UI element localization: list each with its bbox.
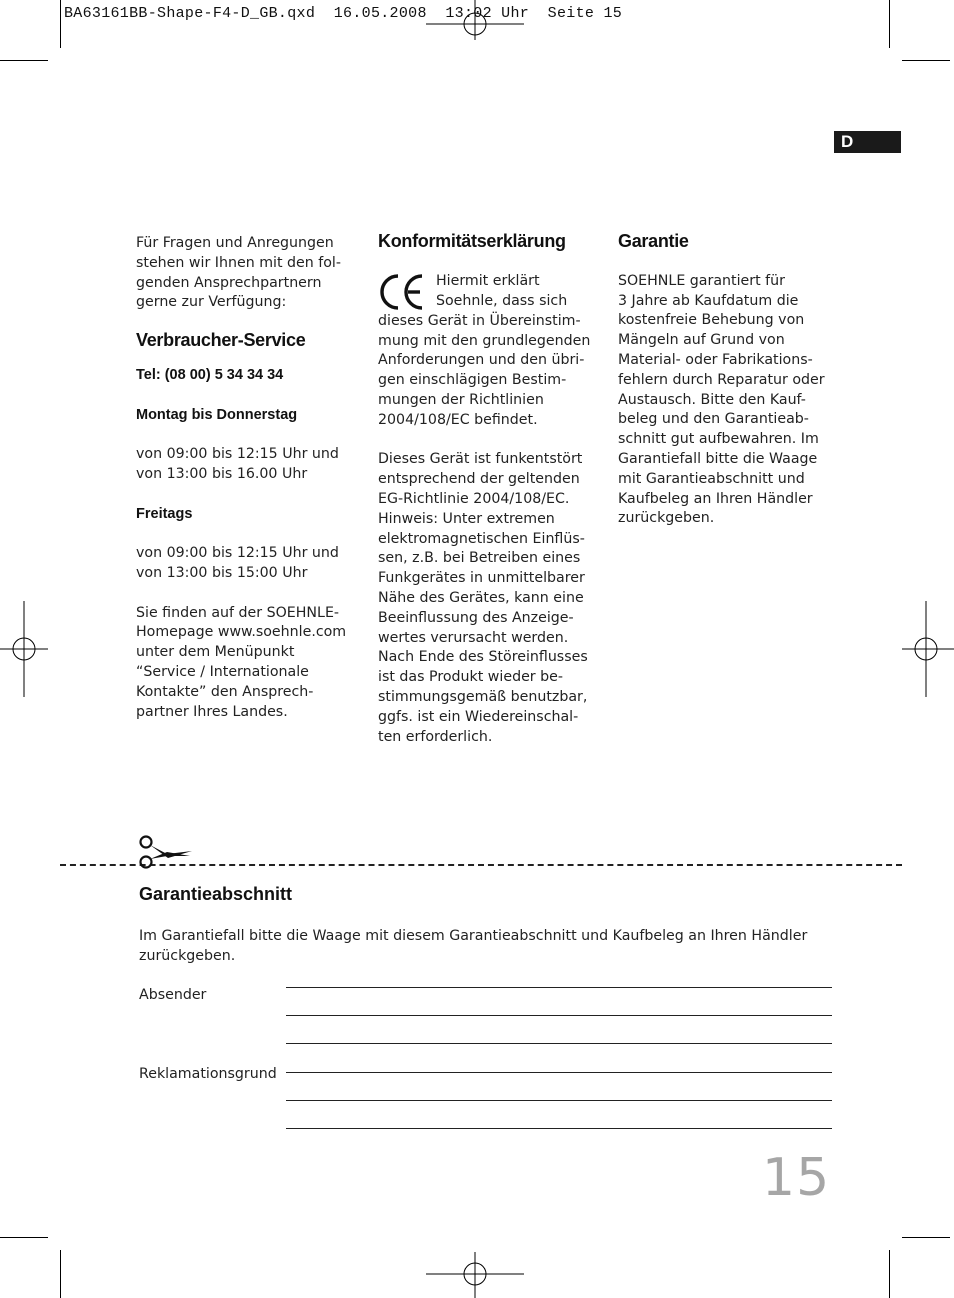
coupon-text-line: zurückgeben.: [139, 947, 236, 964]
emc-line: sen, z.B. bei Betreiben eines: [378, 550, 581, 567]
emc-line: Nähe des Gerätes, kann eine: [378, 589, 584, 606]
reason-line[interactable]: [286, 1072, 832, 1073]
crop-mark: [902, 60, 950, 61]
coupon-text-line: Im Garantiefall bitte die Waage mit diesem Garantieabschnitt und Kaufbeleg an Ihren Händler: [139, 928, 808, 944]
intro-line: genden Ansprechpartnern: [136, 274, 322, 291]
declaration-line: mungen der Richtlinien: [378, 391, 544, 408]
coupon-title: Garantieabschnitt: [139, 884, 293, 904]
web-line: Homepage www.soehnle.com: [136, 624, 347, 641]
warranty-line: schnitt gut aufbewahren. Im: [618, 431, 819, 448]
emc-line: Hinweis: Unter extremen: [378, 510, 555, 527]
declaration-line: Anforderungen und den übri-: [378, 352, 585, 369]
declaration-line: dieses Gerät in Übereinstim-: [378, 312, 581, 329]
registration-mark-icon: [0, 601, 48, 697]
web-line: Sie finden auf der SOEHNLE-: [136, 604, 340, 621]
warranty-line: 3 Jahre ab Kaufdatum die: [618, 292, 799, 309]
warranty-column: [618, 232, 843, 529]
crop-mark: [0, 60, 48, 61]
crop-mark: [889, 1250, 890, 1298]
warranty-line: beleg und den Garantieab-: [618, 411, 809, 428]
warranty-line: SOEHNLE garantiert für: [618, 272, 785, 289]
web-line: partner Ihres Landes.: [136, 703, 288, 720]
emc-line: ist das Produkt wieder be-: [378, 669, 564, 686]
complaint-reason-label: Reklamationsgrund: [139, 1066, 277, 1082]
registration-mark-icon: [426, 1252, 524, 1298]
web-line: Kontakte” den Ansprech-: [136, 683, 314, 700]
crop-mark: [889, 0, 890, 48]
crop-mark: [0, 1237, 48, 1238]
emc-line: entsprechend der geltenden: [378, 471, 580, 488]
intro-line: gerne zur Verfügung:: [136, 294, 287, 311]
language-tab: D: [834, 131, 901, 153]
crop-mark: [60, 0, 61, 48]
emc-line: EG-Richtlinie 2004/108/EC.: [378, 490, 570, 507]
phone-number: Tel: (08 00) 5 34 34 34: [136, 366, 284, 383]
hours-line: von 13:00 bis 16.00 Uhr: [136, 465, 308, 482]
print-slug: BA63161BB-Shape-F4-D_GB.qxd 16.05.2008 13:02 Uhr Seite 15: [64, 5, 623, 22]
crop-mark: [60, 1250, 61, 1298]
emc-line: ggfs. ist ein Wiedereinschal-: [378, 708, 579, 725]
warranty-line: Kaufbeleg an Ihren Händler: [618, 490, 813, 507]
ce-mark-icon: [378, 272, 430, 312]
declaration-line: mung mit den grundlegenden: [378, 332, 591, 349]
weekday-label: Montag bis Donnerstag: [136, 406, 298, 423]
hours-line: von 09:00 bis 12:15 Uhr und: [136, 545, 339, 562]
emc-line: Funkgerätes in unmittelbarer: [378, 570, 585, 587]
conformity-heading: Konformitätserklärung: [378, 231, 566, 251]
warranty-line: Garantiefall bitte die Waage: [618, 450, 818, 467]
emc-line: Beeinflussung des Anzeige-: [378, 609, 574, 626]
crop-mark: [902, 1237, 950, 1238]
scissors-icon: [137, 834, 195, 870]
emc-line: ten erforderlich.: [378, 728, 493, 745]
sender-line[interactable]: [286, 987, 832, 988]
sender-line[interactable]: [286, 1015, 832, 1016]
emc-line: wertes verursacht werden.: [378, 629, 569, 646]
declaration-line: gen einschlägigen Bestim-: [378, 372, 567, 389]
hours-line: von 13:00 bis 15:00 Uhr: [136, 564, 308, 581]
registration-mark-icon: [902, 601, 954, 697]
page-number: 15: [762, 1148, 831, 1208]
declaration-line: 2004/108/EC befindet.: [378, 411, 538, 428]
warranty-line: mit Garantieabschnitt und: [618, 470, 805, 487]
sender-line[interactable]: [286, 1043, 832, 1044]
warranty-line: kostenfreie Behebung von: [618, 312, 805, 329]
hours-line: von 09:00 bis 12:15 Uhr und: [136, 446, 339, 463]
warranty-line: Mängeln auf Grund von: [618, 332, 785, 349]
warranty-heading: Garantie: [618, 231, 689, 251]
sender-label: Absender: [139, 987, 207, 1003]
emc-line: Dieses Gerät ist funkentstört: [378, 451, 583, 468]
consumer-service-heading: Verbraucher-Service: [136, 330, 306, 351]
warranty-line: fehlern durch Reparatur oder: [618, 371, 825, 388]
reason-line[interactable]: [286, 1100, 832, 1101]
warranty-line: zurückgeben.: [618, 510, 715, 527]
emc-line: elektromagnetischen Einflüs-: [378, 530, 585, 547]
emc-line: stimmungsgemäß benutzbar,: [378, 688, 588, 705]
coupon-instructions: [139, 927, 829, 967]
ce-text-line: Hiermit erklärt: [436, 272, 540, 289]
registration-mark-icon: [426, 0, 524, 40]
intro-line: stehen wir Ihnen mit den fol-: [136, 254, 341, 271]
warranty-line: Material- oder Fabrikations-: [618, 351, 813, 368]
reason-line[interactable]: [286, 1128, 832, 1129]
friday-label: Freitags: [136, 505, 193, 522]
warranty-line: Austausch. Bitte den Kauf-: [618, 391, 806, 408]
emc-line: Nach Ende des Störeinflusses: [378, 649, 588, 666]
conformity-column: [378, 232, 603, 747]
service-column: [136, 234, 361, 722]
ce-text-line: Soehnle, dass sich: [436, 292, 568, 309]
web-line: unter dem Menüpunkt: [136, 644, 295, 661]
web-line: “Service / Internationale: [136, 663, 309, 680]
intro-line: Für Fragen und Anregungen: [136, 235, 334, 251]
